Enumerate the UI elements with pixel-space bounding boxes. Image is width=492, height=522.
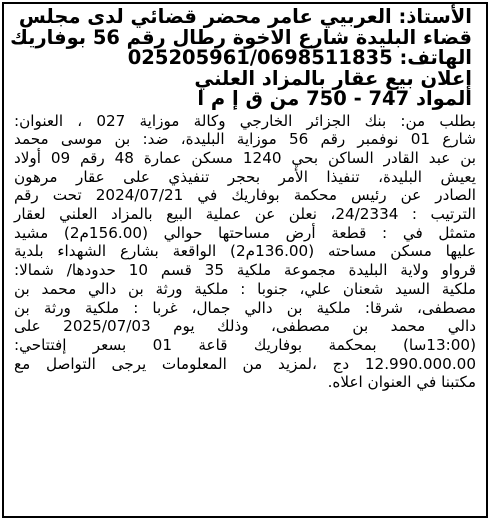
body-line: مصطفى، شرقا: ملكية بن دالي جمال، غربا : ملكية ورثة بن — [14, 298, 476, 317]
body-line: عليها مسكن مساحته (136.00م2) الواقعة بشارع الشهداء بلدية — [14, 242, 476, 261]
legal-articles-line: المواد 747 - 750 من ق إ م ا — [197, 87, 472, 110]
auction-notice — [2, 2, 488, 518]
body-line: شارع 01 نوفمبر رقم 56 موزاية البليدة، ضد: بن موسى محمد — [14, 130, 477, 149]
body-line: بطلب من: بنك الجزائر الخارجي وكالة موزاية 027 ، العنوان: — [14, 111, 476, 130]
notice-header — [10, 5, 476, 110]
body-line: (13:00سا) بمحكمة بوفاريك قاعة 01 بسعر إفتتاحي: — [14, 335, 477, 354]
notice-title: إعلان بيع عقار بالمزاد العلني — [194, 66, 472, 90]
body-line: يعيش البليدة، تنفيذا الأمر بحجر تنفيذي على عقار مرهون — [14, 167, 476, 186]
notice-body — [14, 112, 476, 393]
body-line: متمثل في : قطعة أرض مساحتها حوالي (156.00م2) مشيد — [14, 223, 476, 242]
body-line: دالي محمد بن مصطفى، وذلك يوم 2025/07/03 على — [14, 317, 476, 336]
body-line: قرواو ولاية البليدة مجموعة ملكية 35 قسم 10 حدودها/ شمالا: — [14, 261, 476, 280]
body-line: ملكية السيد شعنان علي، جنوبا : ملكية ورثة بن دالي محمد بن — [14, 279, 476, 298]
bailiff-name-line: الأستاذ: العربيي عامر محضر قضائي لدى مجلس — [18, 5, 472, 28]
body-line: مكتبنا في العنوان اعلاه. — [327, 373, 476, 392]
bailiff-phone-line: الهاتف: 025205961/0698511835 — [127, 46, 472, 69]
body-line: الترتيب : 24/2334، نعلن عن عملية البيع بالمزاد العلني لعقار — [14, 205, 476, 224]
bailiff-address-line: قضاء البليدة شارع الاخوة رطال رقم 56 بوفاريك — [10, 25, 472, 49]
body-line: 12.990.000.00 دج ،لمزيد من المعلومات يرجى التواصل مع — [14, 354, 476, 373]
body-line: الصادر عن رئيس محكمة بوفاريك في 2024/07/21 تحت رقم — [14, 186, 476, 205]
body-line: بن عبد القادر الساكن بحي 1240 مسكن عمارة 48 رقم 09 أولاد — [14, 148, 476, 167]
